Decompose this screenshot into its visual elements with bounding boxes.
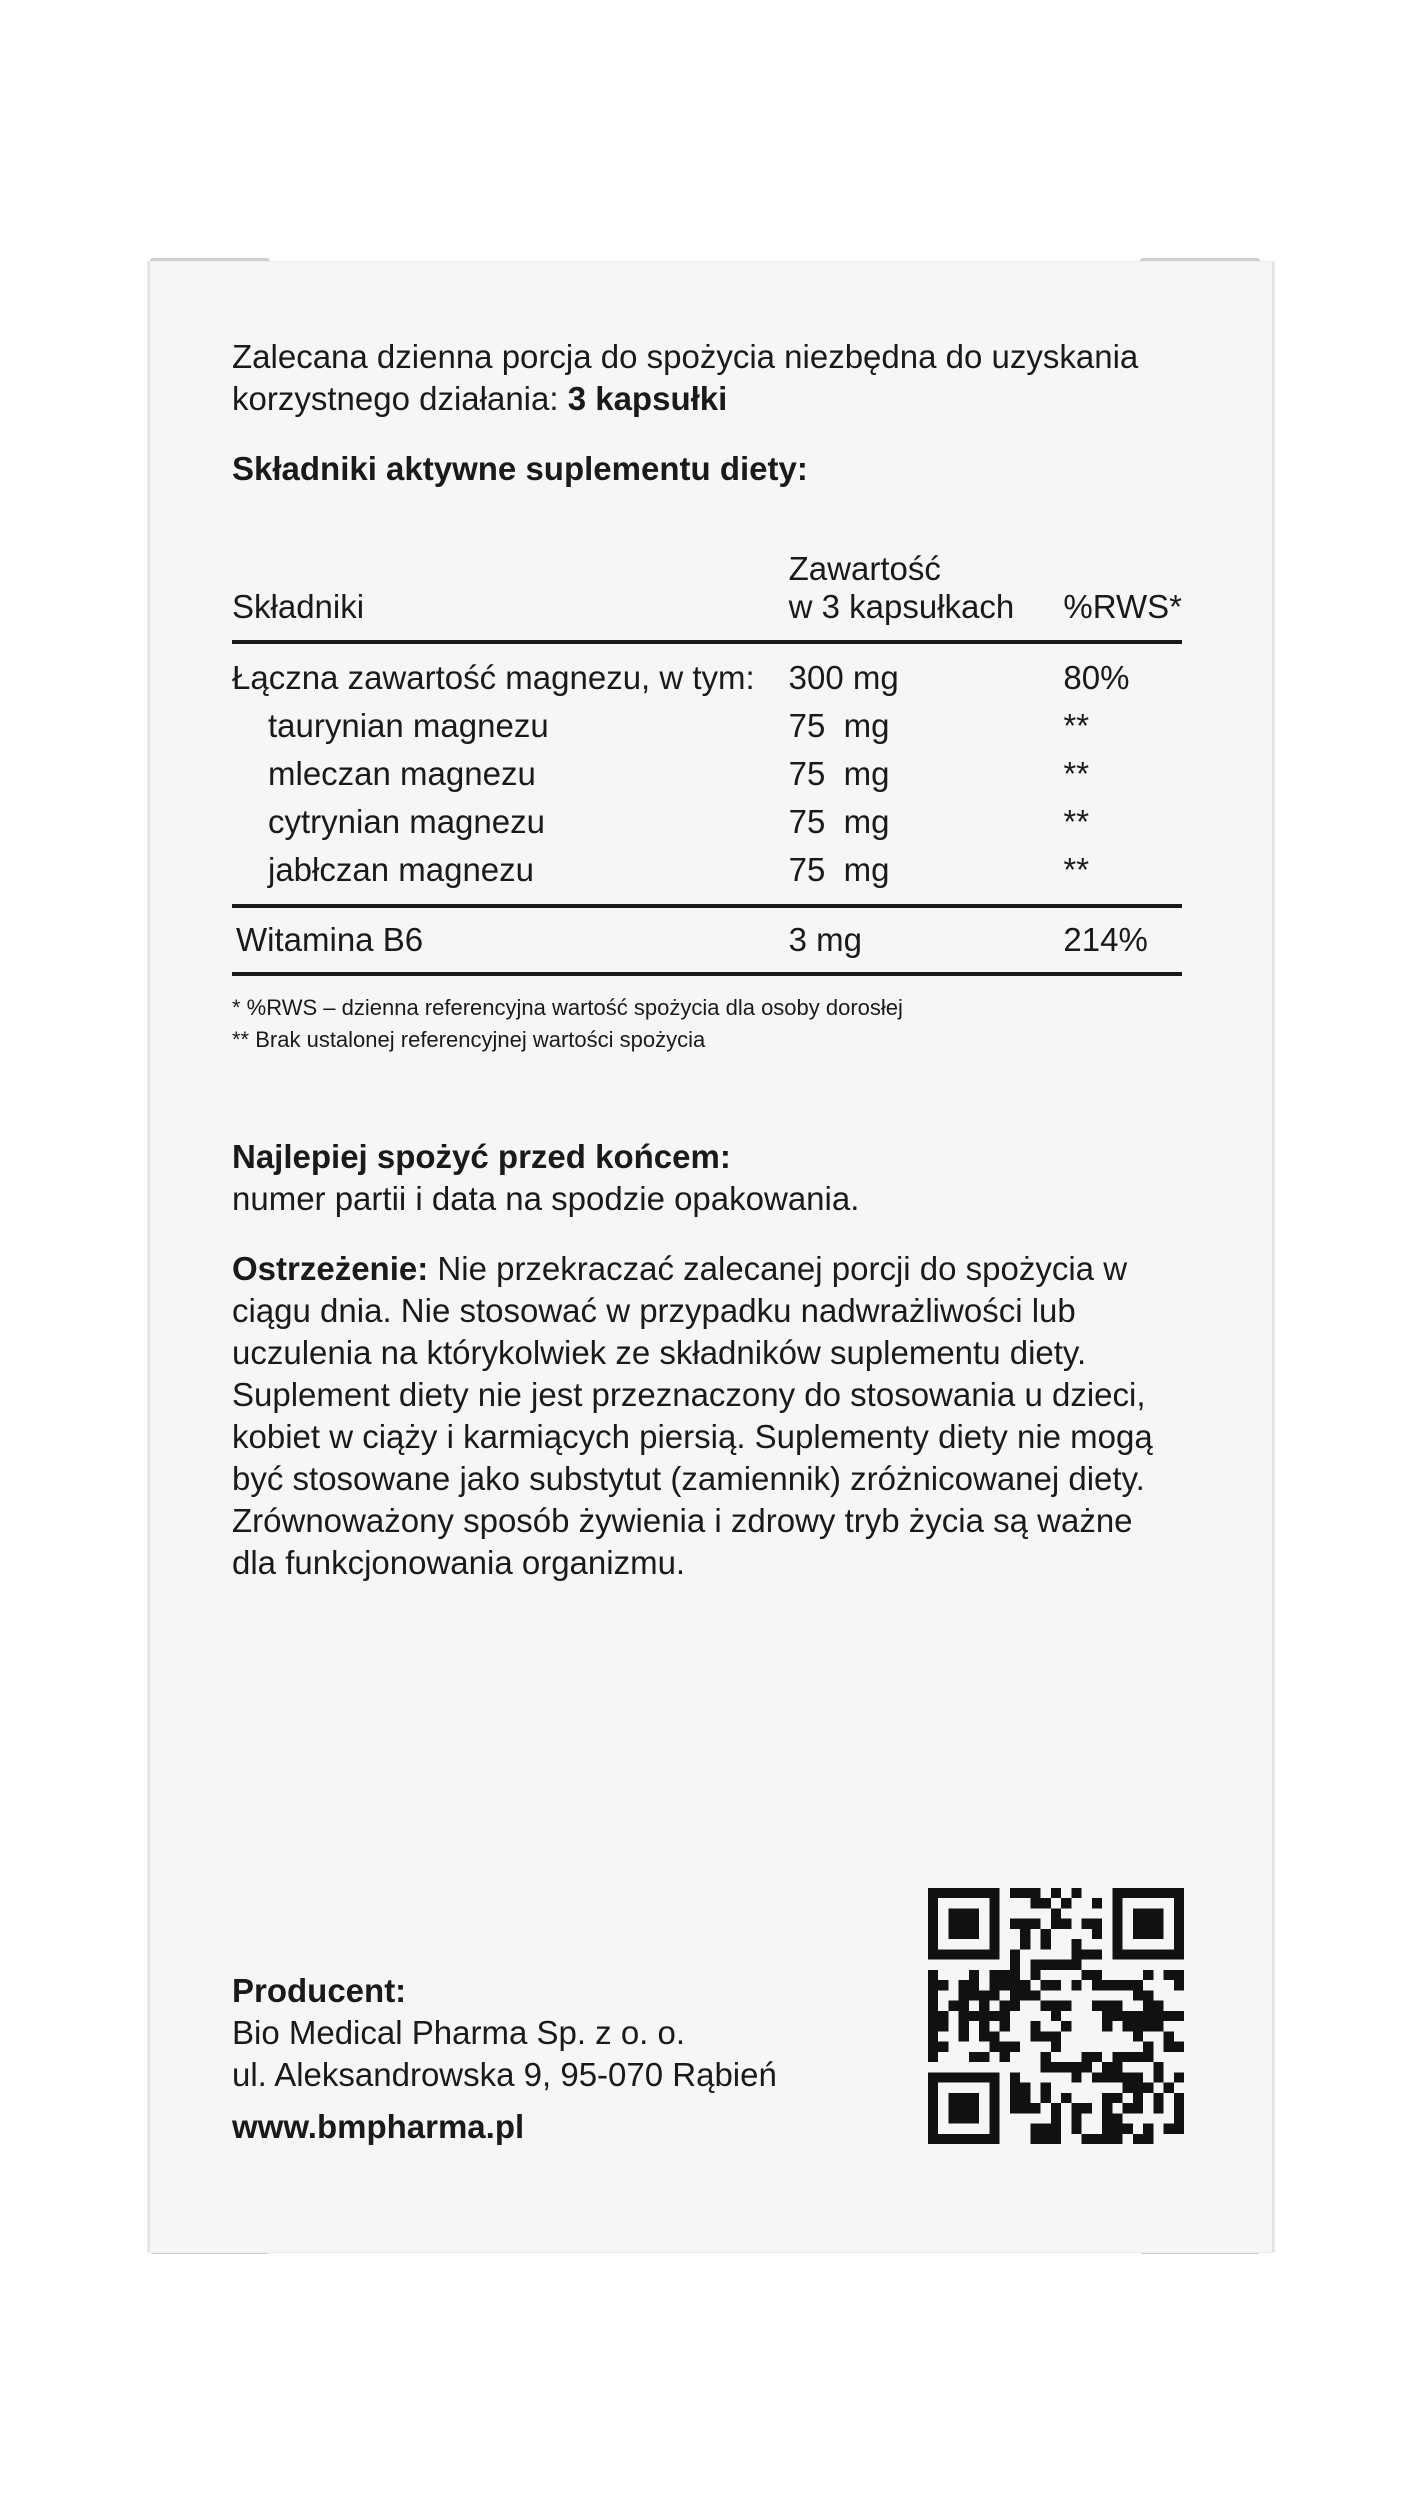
table-row [232, 750, 1182, 798]
footnotes [232, 992, 1192, 1056]
row-rws: ** [1063, 803, 1090, 840]
header-rws: %RWS* [1063, 550, 1182, 642]
best-before [232, 1136, 1192, 1220]
row-rws: ** [1063, 755, 1090, 792]
best-before-text: numer partii i data na spodzie opakowania. [232, 1180, 860, 1217]
table-row [232, 846, 1182, 906]
producer-label: Producent: [232, 1972, 407, 2009]
warning-label: Ostrzeżenie: [232, 1250, 429, 1287]
producer-website[interactable]: www.bmpharma.pl [232, 2108, 525, 2145]
row-amount: 75 mg [789, 846, 1064, 906]
header-content [789, 550, 1064, 642]
header-name: Składniki [232, 550, 789, 642]
label-content [232, 336, 1192, 1584]
producer-address: ul. Aleksandrowska 9, 95-070 Rąbień [232, 2056, 777, 2093]
dosage-line1: Zalecana dzienna porcja do spożycia niezbędna do uzyskania [232, 338, 1139, 375]
row-rws: 214% [1063, 906, 1182, 974]
row-rws: ** [1063, 846, 1182, 906]
footnote-no-reference: ** Brak ustalonej referencyjnej wartości spożycia [232, 1027, 706, 1052]
row-amount: 3 mg [789, 906, 1064, 974]
dosage-amount: 3 kapsułki [567, 380, 728, 417]
row-amount: 75 mg [788, 707, 890, 744]
header-content-line1: Zawartość [788, 550, 941, 587]
row-amount: 75 mg [788, 755, 890, 792]
row-rws: ** [1063, 707, 1090, 744]
warning-text: Nie przekraczać zalecanej porcji do spożycia w ciągu dnia. Nie stosować w przypadku nadwrażliwości lub uczulenia na którykolwiek ze składników suplementu diety. Suplement diety nie jest przeznaczony do stosowania u dzieci, kobiet w ciąży i karmiących piersią. Suplementy diety nie mogą być stosowane jako substytut (zamiennik) zróżnicowanej diety. Zrównoważony sposób żywienia i zdrowy tryb życia są ważne dla funkcjonowania organizmu. [232, 1250, 1153, 1581]
row-name: mleczan magnezu [268, 755, 536, 792]
row-name: Łączna zawartość magnezu, w tym: [232, 659, 755, 696]
producer-info [232, 1970, 777, 2148]
table-row [232, 642, 1182, 702]
ingredients-table [232, 550, 1182, 976]
row-name: Witamina B6 [232, 906, 789, 974]
table-row [232, 702, 1182, 750]
row-name: cytrynian magnezu [268, 803, 545, 840]
row-name: jabłczan magnezu [232, 846, 789, 906]
table-header-row [232, 550, 1182, 642]
dosage-text [232, 336, 1192, 420]
header-content-line2: w 3 kapsułkach [788, 588, 1015, 625]
row-amount: 300 mg [788, 659, 899, 696]
producer-name: Bio Medical Pharma Sp. z o. o. [232, 2014, 686, 2051]
best-before-title: Najlepiej spożyć przed końcem: [232, 1138, 731, 1175]
row-rws: 80% [1063, 659, 1130, 696]
table-row-vitamin [232, 906, 1182, 974]
qr-code-icon[interactable] [928, 1888, 1184, 2144]
warning [232, 1248, 1172, 1584]
row-amount: 75 mg [788, 803, 890, 840]
row-name: taurynian magnezu [268, 707, 549, 744]
table-row [232, 798, 1182, 846]
ingredients-heading: Składniki aktywne suplementu diety: [232, 450, 808, 487]
dosage-line2-prefix: korzystnego działania: [232, 380, 568, 417]
footnote-rws: * %RWS – dzienna referencyjna wartość spożycia dla osoby dorosłej [232, 995, 903, 1020]
